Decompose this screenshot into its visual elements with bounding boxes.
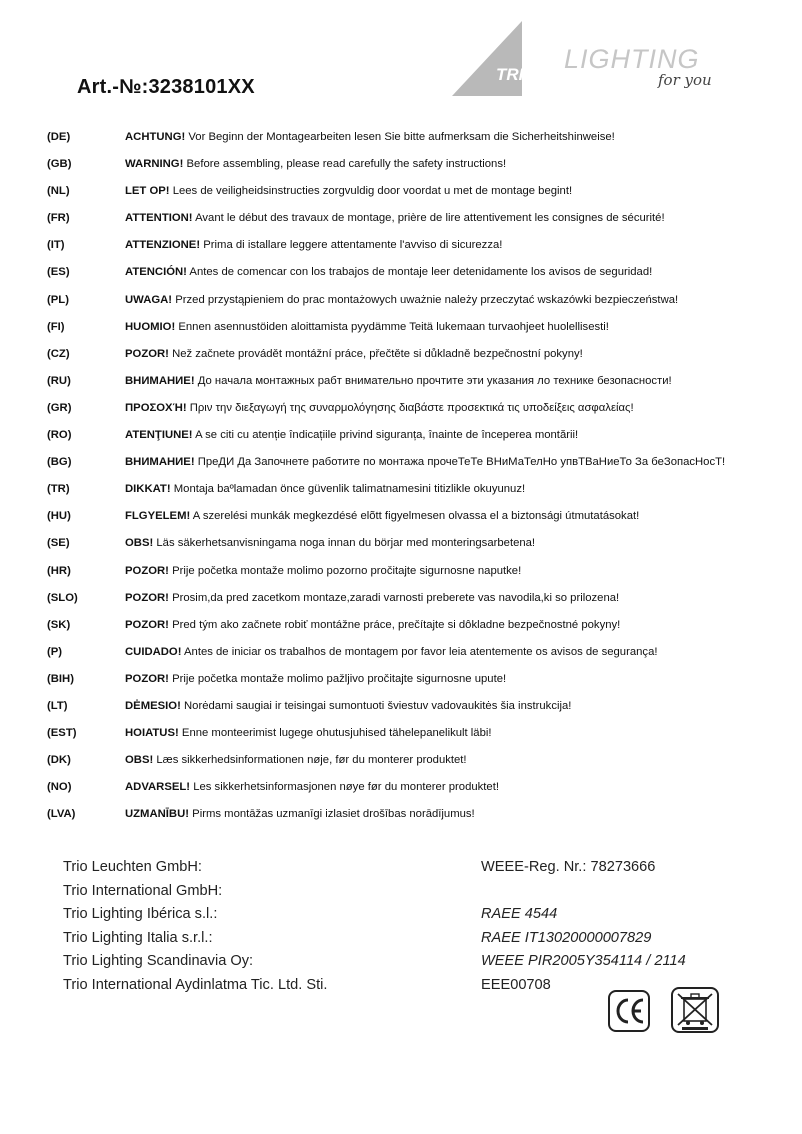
warning-text bbox=[125, 535, 535, 551]
warning-label: HUOMIO! bbox=[125, 320, 176, 333]
warning-body: Πριν την διεξαγωγή της συναρμολόγησης διαβάστε προσεκτικά τις υποδείξεις ασφαλείας! bbox=[186, 401, 634, 414]
compliance-marks bbox=[608, 985, 720, 1035]
language-code: (FI) bbox=[47, 320, 65, 333]
language-code: (LT) bbox=[47, 699, 68, 712]
warning-text bbox=[125, 319, 609, 335]
language-code: (DE) bbox=[47, 131, 71, 143]
warning-text bbox=[125, 806, 475, 822]
language-code: (FR) bbox=[47, 212, 70, 225]
warning-body: Before assembling, please read carefully the safety instructions! bbox=[183, 158, 507, 171]
warning-text bbox=[125, 725, 492, 741]
warning-row bbox=[0, 508, 802, 535]
warning-text bbox=[125, 264, 652, 280]
language-code: (RU) bbox=[47, 374, 71, 387]
warning-label: POZOR! bbox=[125, 347, 169, 360]
warning-label: ACHTUNG! bbox=[125, 131, 186, 143]
company-name: Trio Leuchten GmbH: bbox=[63, 859, 202, 875]
warning-body: ПреДИ Да Започнете работите по монтажа прочеТеТе ВНиМаТелНо упвТВаНиеТо За беЗопасНосТ! bbox=[194, 456, 726, 469]
warning-row bbox=[0, 210, 802, 237]
warning-body: Prije početka montaže molimo pažljivo pročitajte sigurnosne upute! bbox=[168, 672, 507, 685]
language-code: (TR) bbox=[47, 483, 70, 496]
warning-label: POZOR! bbox=[125, 672, 169, 685]
footer-row bbox=[63, 857, 763, 881]
warning-body: Ennen asennustöiden aloittamista pyydämme Teitä lukemaan turvaohjeet huolellisesti! bbox=[175, 320, 609, 333]
warning-body: До начала монтажных рабт внимательно прочтите эти указания ло технике безопасности! bbox=[194, 374, 672, 387]
warning-row bbox=[0, 319, 802, 346]
company-name: Trio Lighting Scandinavia Oy: bbox=[63, 953, 254, 970]
language-code: (RO) bbox=[47, 429, 72, 442]
language-code: (DK) bbox=[47, 754, 71, 767]
warning-text bbox=[125, 563, 521, 579]
warning-label: ATTENTION! bbox=[125, 212, 193, 225]
language-code: (PL) bbox=[47, 293, 69, 306]
language-code: (CZ) bbox=[47, 347, 70, 360]
language-code: (ES) bbox=[47, 266, 70, 279]
registration-number: EEE00708 bbox=[481, 976, 551, 993]
warning-label: ΠΡΟΣΟΧΉ! bbox=[125, 401, 187, 414]
warning-row bbox=[0, 237, 802, 264]
logo-subtagline: for you bbox=[658, 71, 712, 89]
warning-row bbox=[0, 156, 802, 183]
warning-row bbox=[0, 427, 802, 454]
warning-body: Enne monteerimist lugege ohutusjuhised tähelepanelikult läbi! bbox=[178, 727, 492, 740]
warning-label: OBS! bbox=[125, 537, 154, 550]
warning-row bbox=[0, 779, 802, 806]
language-code: (HR) bbox=[47, 564, 71, 577]
footer-row bbox=[63, 904, 763, 928]
safety-warnings-list bbox=[0, 129, 802, 833]
warning-label: POZOR! bbox=[125, 564, 169, 577]
language-code: (LVA) bbox=[47, 808, 76, 821]
language-code: (P) bbox=[47, 645, 63, 658]
warning-text bbox=[125, 644, 658, 660]
warning-label: WARNING! bbox=[125, 158, 184, 171]
warning-body: Prima di istallare leggere attentamente l'avviso di sicurezza! bbox=[200, 239, 503, 252]
company-name: Trio Lighting Italia s.r.l.: bbox=[63, 929, 213, 946]
warning-body: Antes de comencar con los trabajos de montaje leer detenidamente los avisos de seguridad! bbox=[186, 266, 653, 279]
warning-label: POZOR! bbox=[125, 591, 169, 604]
registration-number: WEEE PIR2005Y354114 / 2114 bbox=[481, 953, 686, 970]
warning-row bbox=[0, 346, 802, 373]
warning-label: DĖMESIO! bbox=[125, 699, 181, 712]
warning-body: Læs sikkerhedsinformationen nøje, før du monterer produktet! bbox=[153, 754, 467, 767]
warning-body: Läs säkerhetsanvisningama noga innan du börjar med monteringsarbetena! bbox=[153, 537, 536, 550]
warning-row bbox=[0, 671, 802, 698]
warning-label: DIKKAT! bbox=[125, 483, 171, 496]
warning-text bbox=[125, 779, 499, 795]
warning-text bbox=[125, 590, 619, 606]
article-number: Art.-№:3238101XX bbox=[77, 76, 255, 98]
warning-body: Antes de iniciar os trabalhos de montagem por favor leia atentemente os avisos de segurança! bbox=[181, 645, 658, 658]
warning-text bbox=[125, 508, 639, 524]
warning-row bbox=[0, 617, 802, 644]
warning-label: UZMANĪBU! bbox=[125, 808, 190, 821]
language-code: (NL) bbox=[47, 185, 70, 198]
warning-text bbox=[125, 454, 725, 470]
warning-label: LET OP! bbox=[125, 185, 170, 198]
warning-text bbox=[125, 400, 634, 416]
warning-text bbox=[125, 210, 665, 226]
warning-row bbox=[0, 129, 802, 156]
language-code: (SLO) bbox=[47, 591, 78, 604]
ce-mark-icon bbox=[609, 991, 649, 1031]
warning-body: A se citi cu atenție îndicațiile privind siguranța, înainte de începerea montării! bbox=[192, 429, 579, 442]
warning-row bbox=[0, 806, 802, 833]
warning-row bbox=[0, 644, 802, 671]
language-code: (BG) bbox=[47, 456, 72, 469]
warning-label: HOIATUS! bbox=[125, 727, 179, 740]
registration-number: WEEE-Reg. Nr.: 78273666 bbox=[481, 859, 656, 875]
company-name: Trio International GmbH: bbox=[63, 882, 223, 899]
warning-row bbox=[0, 698, 802, 725]
warning-body: Lees de veiligheidsinstructies zorgvuldig door voordat u met de montage begint! bbox=[169, 185, 573, 198]
warning-body: Avant le début des travaux de montage, prière de lire attentivement les consignes de sécurité! bbox=[192, 212, 665, 225]
language-code: (BIH) bbox=[47, 672, 74, 685]
language-code: (SE) bbox=[47, 537, 70, 550]
footer-registrations bbox=[63, 857, 763, 999]
trio-lighting-logo bbox=[452, 16, 732, 100]
warning-text bbox=[125, 237, 502, 253]
footer-row bbox=[63, 928, 763, 952]
warning-body: Przed przystąpieniem do prac montażowych uważnie należy przeczytać wskazówki bezpieczeństwa! bbox=[172, 293, 679, 306]
warning-text bbox=[125, 183, 572, 199]
footer-row bbox=[63, 881, 763, 905]
warning-label: OBS! bbox=[125, 754, 154, 767]
language-code: (SK) bbox=[47, 618, 71, 631]
warning-row bbox=[0, 481, 802, 508]
language-code: (EST) bbox=[47, 727, 77, 740]
warning-text bbox=[125, 752, 467, 768]
language-code: (HU) bbox=[47, 510, 71, 523]
warning-text bbox=[125, 346, 583, 362]
company-name: Trio International Aydinlatma Tic. Ltd. Sti. bbox=[63, 976, 328, 993]
warning-body: Montaja baºlamadan önce güvenlik talimatnamesini titizlikle okuyunuz! bbox=[170, 483, 526, 496]
warning-text bbox=[125, 481, 525, 497]
company-name: Trio Lighting Ibérica s.l.: bbox=[63, 906, 218, 923]
warning-label: ВНИМАНИЕ! bbox=[125, 374, 195, 387]
warning-label: POZOR! bbox=[125, 618, 169, 631]
registration-number: RAEE IT13020000007829 bbox=[481, 929, 652, 946]
warning-row bbox=[0, 264, 802, 291]
weee-bin-icon bbox=[672, 988, 718, 1032]
warning-row bbox=[0, 752, 802, 779]
warning-body: Prije početka montaže molimo pozorno pročitajte sigurnosne naputke! bbox=[168, 564, 522, 577]
footer-row bbox=[63, 951, 763, 975]
warning-row bbox=[0, 725, 802, 752]
warning-label: ADVARSEL! bbox=[125, 781, 191, 794]
registration-number: RAEE 4544 bbox=[481, 906, 558, 923]
warning-text bbox=[125, 373, 672, 389]
warning-body: Les sikkerhetsinformasjonen nøye før du monterer produktet! bbox=[190, 781, 499, 794]
warning-text bbox=[125, 292, 678, 308]
warning-text bbox=[125, 156, 506, 172]
warning-text bbox=[125, 427, 578, 443]
warning-label: ATENŢIUNE! bbox=[125, 429, 193, 442]
warning-label: ATENCIÓN! bbox=[125, 266, 187, 279]
warning-body: Než začnete provádět montážní práce, přečtěte si důkladně bezpečnostní pokyny! bbox=[168, 347, 583, 360]
warning-text bbox=[125, 129, 615, 145]
logo-brand: TRIO bbox=[496, 65, 537, 84]
warning-row bbox=[0, 590, 802, 617]
language-code: (IT) bbox=[47, 239, 65, 252]
warning-body: Prosim,da pred zacetkom montaze,zaradi varnosti preberete vas navodila,ki so prilozena! bbox=[168, 591, 620, 604]
warning-body: Vor Beginn der Montagearbeiten lesen Sie bitte aufmerksam die Sicherheitshinweise! bbox=[185, 131, 615, 143]
warning-body: Norėdami saugiai ir teisingai sumontuoti šviestuv vadovaukitės šia instrukcija! bbox=[180, 699, 572, 712]
warning-row bbox=[0, 183, 802, 210]
warning-row bbox=[0, 535, 802, 562]
warning-row bbox=[0, 373, 802, 400]
warning-row bbox=[0, 563, 802, 590]
warning-text bbox=[125, 698, 571, 714]
warning-label: ATTENZIONE! bbox=[125, 239, 201, 252]
warning-label: UWAGA! bbox=[125, 293, 173, 306]
warning-row bbox=[0, 400, 802, 427]
warning-text bbox=[125, 671, 506, 687]
language-code: (GR) bbox=[47, 401, 72, 414]
warning-label: FLGYELEM! bbox=[125, 510, 191, 523]
warning-text bbox=[125, 617, 620, 633]
warning-label: ВНИМАНИЕ! bbox=[125, 456, 195, 469]
warning-body: Pirms montāžas uzmanīgi izlasiet drošības norādījumus! bbox=[189, 808, 475, 821]
language-code: (NO) bbox=[47, 781, 72, 794]
logo-triangle bbox=[452, 21, 522, 96]
logo-tagline: LIGHTING bbox=[564, 44, 700, 74]
language-code: (GB) bbox=[47, 158, 72, 171]
warning-body: A szerelési munkák megkezdésé elõtt figyelmesen olvassa el a biztonsági útmutatásokat! bbox=[190, 510, 640, 523]
warning-body: Pred tým ako začnete robiť montážne práce, prečítajte si dôkladne bezpečnostné pokyny! bbox=[168, 618, 621, 631]
warning-label: CUIDADO! bbox=[125, 645, 182, 658]
warning-row bbox=[0, 454, 802, 481]
warning-row bbox=[0, 292, 802, 319]
